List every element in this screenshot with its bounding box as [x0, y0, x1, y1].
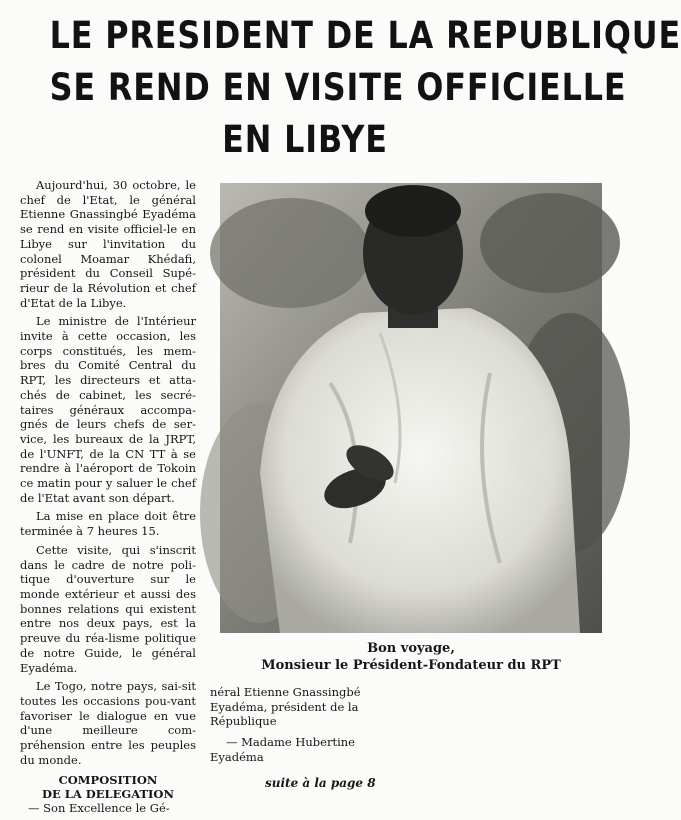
continuation-column [210, 685, 390, 771]
photo-illustration [220, 183, 602, 633]
subhead-line-2: DE LA DELEGATION [42, 787, 174, 802]
continuation-paragraph: — Madame Hubertine Eyadéma [210, 735, 355, 764]
article-paragraph: La mise en place doit être terminée à 7 heures 15. [20, 509, 196, 539]
article-paragraph: Le Togo, notre pays, sai-sit toutes les occasions pou-vant favoriser le dialogue en vue d'une meilleure com-préhension entre les peuples du monde. [20, 679, 196, 767]
headline [49, 10, 681, 166]
delegation-subhead [20, 773, 196, 801]
headline-line-1: LE PRESIDENT DE LA REPUBLIQUE [49, 14, 681, 57]
article-paragraph: Le ministre de l'Intérieur invite à cette occasion, les corps constitués, les mem-bres du Comité Central du RPT, les directeurs et atta-chés de cabinet, les secré-taires généraux accompa-gnés de leurs chefs de ser-vice, les bureaux de la JRPT, de l'UNFT, de la CN TT à se rendre à l'aéroport de Tokoin ce matin pour y saluer le chef de l'Etat avant son départ. [20, 314, 196, 505]
headline-line-2: SE REND EN VISITE OFFICIELLE [49, 66, 627, 109]
headline-line-3: EN LIBYE [222, 118, 388, 161]
photo-caption [220, 640, 602, 674]
continued-on-page: suite à la page 8 [265, 776, 376, 790]
article-paragraph: Aujourd'hui, 30 octobre, le chef de l'Etat, le général Etienne Gnassingbé Eyadéma se rend en visite officiel-le en Libye sur l'invitation du colonel Moamar Khédafi, président du Conseil Supé-rieur de la Révolution et chef d'Etat de la Libye. [20, 178, 196, 310]
continuation-paragraph: néral Etienne Gnassingbé Eyadéma, président de la République [210, 685, 361, 729]
article-paragraph: — Son Excellence le Gé- [28, 801, 170, 816]
subhead-line-1: COMPOSITION [58, 773, 158, 788]
caption-line-2: Monsieur le Président-Fondateur du RPT [261, 658, 561, 673]
article-paragraph: Cette visite, qui s'inscrit dans le cadre de notre poli-tique d'ouverture sur le monde extérieur et aussi des bonnes relations qui existent entre nos deux pays, est la preuve du réa-lisme politique de notre Guide, le général Eyadéma. [20, 542, 196, 675]
article-column [20, 178, 196, 820]
president-photo [220, 183, 602, 633]
caption-line-1: Bon voyage, [367, 641, 455, 656]
